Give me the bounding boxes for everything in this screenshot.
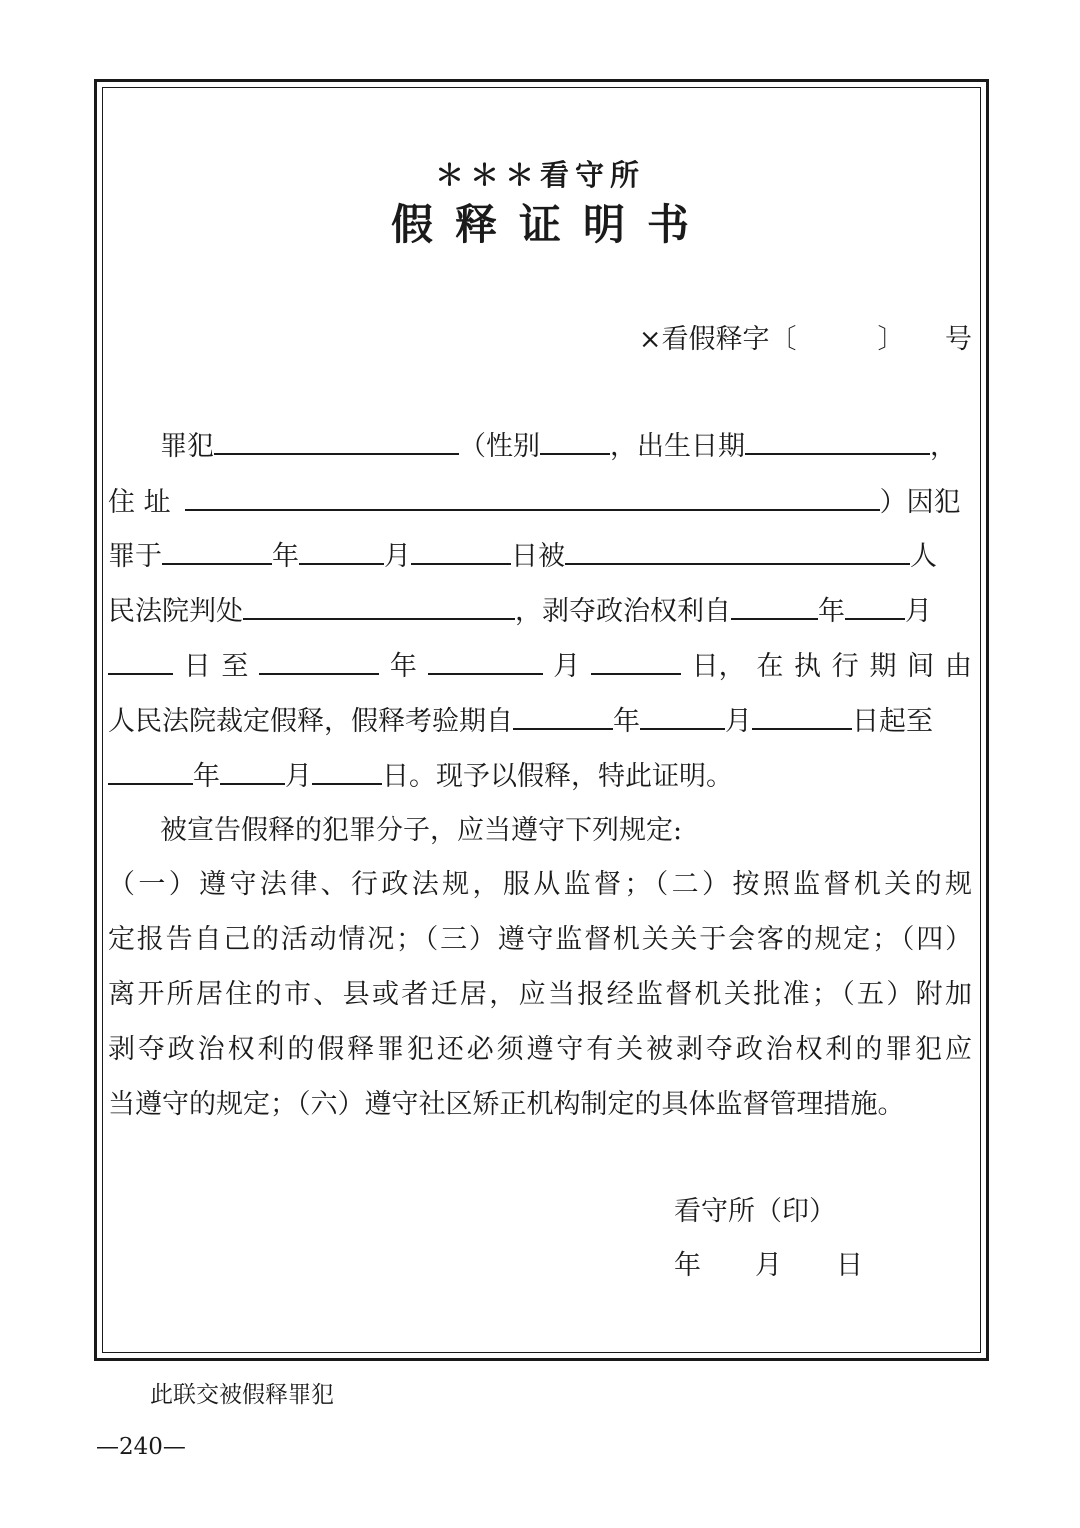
label-certify: 日。现予以假释，特此证明。 xyxy=(382,761,733,792)
blank-term-month xyxy=(428,651,543,675)
body-line-6 xyxy=(108,706,933,737)
document-title: 假释证明书 xyxy=(390,200,711,249)
label-year: 年 xyxy=(193,761,220,792)
body-line-1 xyxy=(160,431,957,462)
copy-note: 此联交被假释罪犯 xyxy=(150,1382,334,1408)
blank-probation-end-month xyxy=(220,761,285,785)
blank-judgment-month xyxy=(299,541,384,565)
issuing-organization: ＊＊＊看守所 xyxy=(434,158,645,192)
blank-term-day xyxy=(591,651,681,675)
body-line-7 xyxy=(108,761,733,792)
blank-deprivation-year xyxy=(731,596,818,620)
body-line-3 xyxy=(108,541,937,572)
blank-probation-end-day xyxy=(312,761,382,785)
label-month: 月 xyxy=(553,651,581,682)
label-year: 年 xyxy=(818,596,845,627)
blank-birthdate xyxy=(745,431,930,455)
label-year: 年 xyxy=(389,651,417,682)
label-to: 至 xyxy=(221,651,249,682)
blank-judgment-day xyxy=(411,541,511,565)
blank-address xyxy=(185,487,880,511)
rules-line: 定报告自己的活动情况；（三）遵守监督机关关于会客的规定；（四） xyxy=(108,924,972,955)
blank-sentence xyxy=(243,596,515,620)
label-day-until: 日起至 xyxy=(852,706,933,737)
text-char: 间 xyxy=(907,651,935,682)
label-day: 日， xyxy=(691,651,746,682)
body-line-2 xyxy=(108,487,961,518)
rules-line: 剥夺政治权利的假释罪犯还必须遵守有关被剥夺政治权利的罪犯应 xyxy=(108,1034,972,1065)
text-char: 期 xyxy=(869,651,897,682)
body-line-4 xyxy=(108,596,932,627)
label-court-sentence: 民法院判处 xyxy=(108,596,243,627)
label-month: 月 xyxy=(285,761,312,792)
label-deprivation-from: ，剥夺政治权利自 xyxy=(515,596,731,627)
text-char: 执 xyxy=(794,651,822,682)
signature-date: 年 月 日 xyxy=(674,1250,863,1281)
blank-judgment-year xyxy=(162,541,272,565)
label-criminal: 罪犯 xyxy=(160,431,214,462)
label-day: 日 xyxy=(183,651,211,682)
label-year: 年 xyxy=(613,706,640,737)
label-month: 月 xyxy=(905,596,932,627)
blank-probation-start-month xyxy=(640,706,725,730)
blank-court-name xyxy=(565,541,910,565)
label-crime: ）因犯 xyxy=(879,487,961,518)
label-year: 年 xyxy=(272,541,299,572)
blank-term-year xyxy=(259,651,379,675)
label-court-1: 人 xyxy=(910,541,937,572)
label-month: 月 xyxy=(725,706,752,737)
seal-label: 看守所（印） xyxy=(674,1196,836,1227)
blank-probation-start-year xyxy=(513,706,613,730)
blank-name xyxy=(214,431,459,455)
punctuation: ， xyxy=(930,431,957,462)
blank-deprivation-day xyxy=(108,651,173,675)
rules-line: （一）遵守法律、行政法规，服从监督；（二）按照监督机关的规 xyxy=(108,869,972,900)
blank-gender xyxy=(540,431,610,455)
text-char: 由 xyxy=(944,651,972,682)
label-gender: （性别 xyxy=(459,431,540,462)
label-birthdate: ，出生日期 xyxy=(610,431,745,462)
blank-probation-end-year xyxy=(108,761,193,785)
document-number: ×看假释字〔 〕 号 xyxy=(638,324,972,355)
label-day-by: 日被 xyxy=(511,541,565,572)
page-number: —240— xyxy=(96,1434,186,1460)
rules-line: 当遵守的规定；（六）遵守社区矫正机构制定的具体监督管理措施。 xyxy=(108,1089,905,1120)
text-char: 在 xyxy=(756,651,784,682)
blank-probation-start-day xyxy=(752,706,852,730)
label-address: 住 址 xyxy=(108,487,171,518)
label-month: 月 xyxy=(384,541,411,572)
rules-line: 离开所居住的市、县或者迁居，应当报经监督机关批准；（五）附加 xyxy=(108,979,972,1010)
text-char: 行 xyxy=(831,651,859,682)
label-parole-period-from: 人民法院裁定假释，假释考验期自 xyxy=(108,706,513,737)
body-line-5 xyxy=(108,651,972,682)
rules-intro: 被宣告假释的犯罪分子，应当遵守下列规定: xyxy=(160,815,683,846)
blank-deprivation-month xyxy=(845,596,905,620)
label-crime-suffix: 罪于 xyxy=(108,541,162,572)
